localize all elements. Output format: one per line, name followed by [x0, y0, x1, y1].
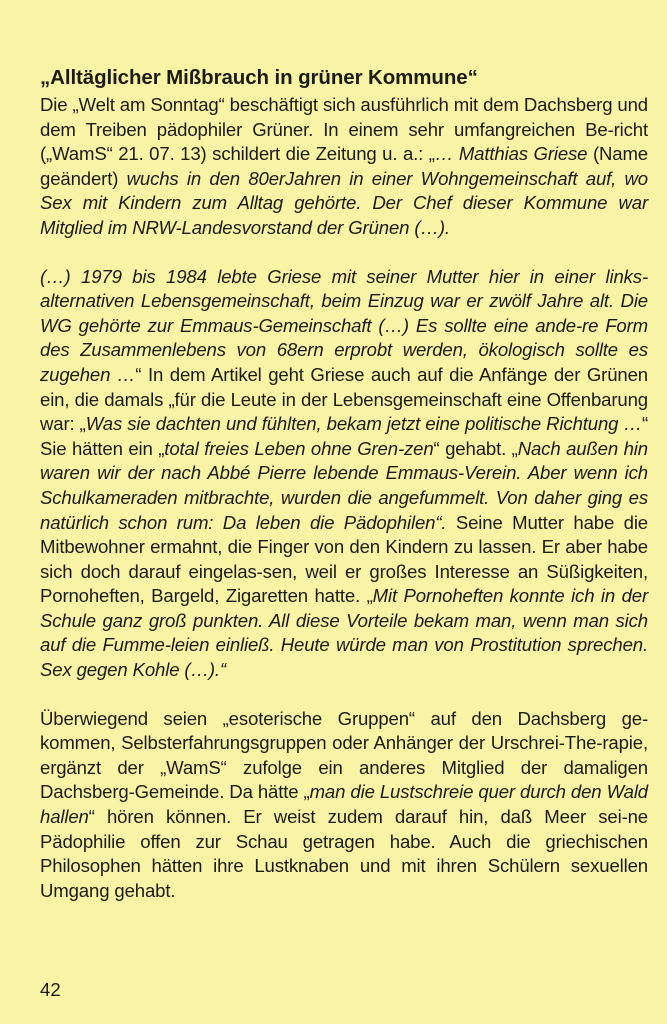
text-run-italic: Mit Pornoheften konnte ich in der Schule ganz groß punkten. All diese Vorteile bekam man, wenn man sich auf die Fumme-leien einließ. Heute würde man von Prostitution sprechen. Sex gegen Kohle (…).“ — [40, 585, 648, 681]
text-run: “ Sie hätten ein „ — [40, 413, 648, 459]
text-run-italic: (…) 1979 bis 1984 lebte Griese mit seiner Mutter hier in einer links-alternativen Lebensgemeinschaft, beim Einzug war er zwölf Jahre alt. Die WG gehörte zur Emmaus-Gemeinschaft (…) Es sollte eine ande-re Form des Zusammenlebens von 68ern erprobt werden, ökologisch sollte es zugehen … — [40, 265, 648, 385]
text-run-italic: Nach außen hin waren wir der nach Abbé Pierre lebende Emmaus-Verein. Aber wenn ich Schulkameraden mitbrachte, wurden die angefummelt. Von daher ging es natürlich schon rum: Da leben die Pädophilen“. — [40, 437, 648, 533]
text-run-italic: … Matthias Griese — [434, 143, 588, 165]
text-run: Die „Welt am Sonntag“ beschäftigt sich ausführlich mit dem Dachsberg und dem Treiben pädophiler Grüner. In einem sehr umfangreichen Be-richt („WamS“ 21. 07. 13) schildert die Zeitung u. a.: „ — [40, 94, 648, 165]
page-content — [40, 65, 648, 903]
text-run: “ gehabt. „ — [433, 437, 518, 459]
text-run-italic: total freies Leben ohne Gren-zen — [164, 437, 434, 459]
page-number: 42 — [40, 979, 61, 1000]
article-paragraph-3 — [40, 707, 648, 904]
text-run: Seine Mutter habe die Mitbewohner ermahnt, die Finger von den Kindern zu lassen. Er aber habe sich doch darauf eingelas-sen, weil er großes Interesse an Süßigkeiten, Pornoheften, Bargeld, Zigaretten hatte. „ — [40, 511, 648, 607]
article-paragraph-2 — [40, 265, 648, 683]
article-paragraph-1 — [40, 93, 648, 241]
article-headline: „Alltäglicher Mißbrauch in grüner Kommune“ — [40, 66, 478, 89]
text-run-italic: man die Lustschreie quer durch den Wald hallen — [40, 781, 648, 828]
text-run-italic: wuchs in den 80erJahren in einer Wohngemeinschaft auf, wo Sex mit Kindern zum Alltag gehörte. Der Chef dieser Kommune war Mitglied im NRW-Landesvorstand der Grünen (…). — [40, 167, 648, 238]
text-run: Überwiegend seien „esoterische Gruppen“ auf den Dachsberg ge-kommen, Selbsterfahrungsgruppen oder Anhänger der Urschrei-The-rapie, ergänzt der „WamS“ zufolge ein anderes Mitglied der damaligen Dachsberg-Gemeinde. Da hätte „ — [40, 707, 648, 803]
text-run: “ hören können. Er weist zudem darauf hin, daß Meer sei-ne Pädophilie offen zur Schau getragen habe. Auch die griechischen Philosophen hätten ihre Lustknaben und mit ihren Schülern sexuellen Umgang gehabt. — [40, 806, 648, 901]
text-run-italic: Was sie dachten und fühlten, bekam jetzt eine politische Richtung … — [85, 413, 642, 435]
text-run: (Name geändert) — [40, 143, 649, 189]
text-run: “ In dem Artikel geht Griese auch auf die Anfänge der Grünen ein, die damals „für die Leute in der Lebensgemeinschaft eine Offenbarung war: „ — [40, 363, 648, 435]
